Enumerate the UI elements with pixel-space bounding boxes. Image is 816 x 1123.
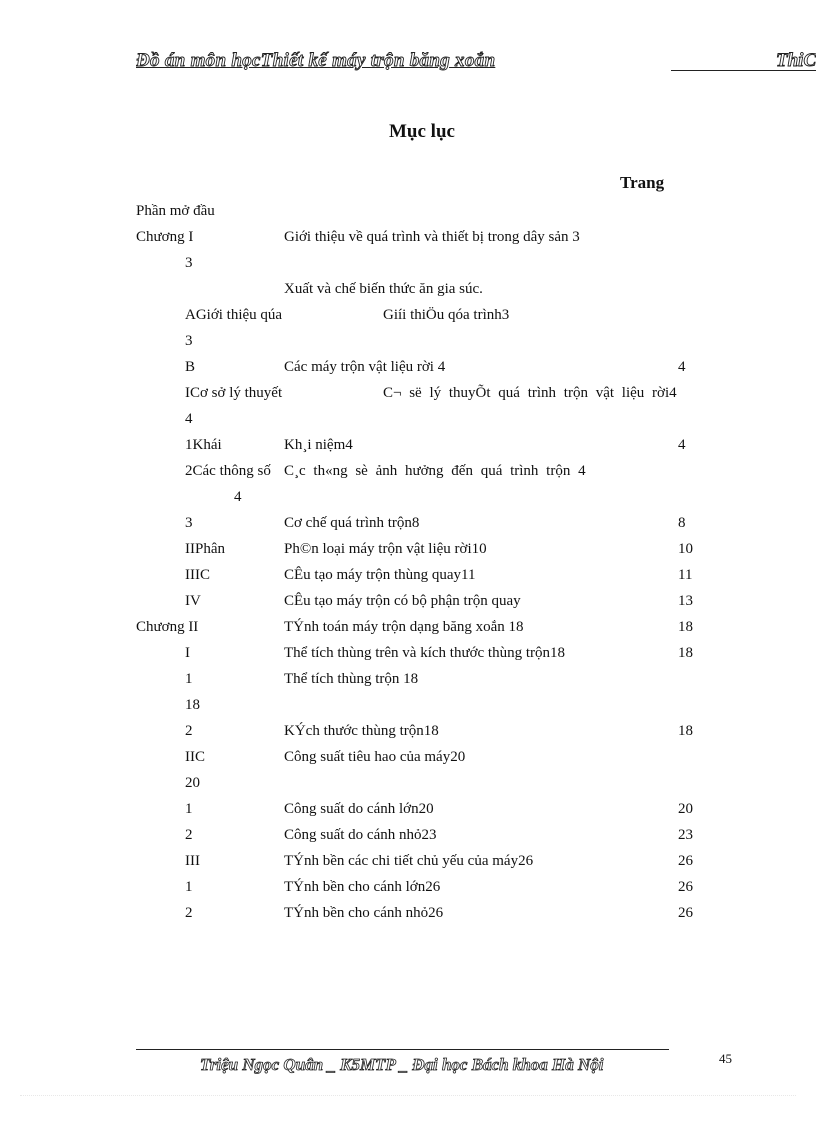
- toc-entry-title: Công suất tiêu hao của máy20: [284, 749, 466, 765]
- toc-entry-label: 4: [185, 411, 193, 427]
- toc-entry-title: Thể tích thùng trên và kích thước thùng trộn18: [284, 645, 566, 661]
- header-right-fragment: ThiC: [776, 50, 816, 71]
- toc-entry-title: C¬ së lý thuyÕt quá trình trộn vật liệu rời4: [383, 385, 677, 401]
- toc-entry-title: Giíi thiÖu qóa trình3: [383, 307, 510, 323]
- toc-entry-title: CÊu tạo máy trộn thùng quay11: [284, 567, 476, 583]
- toc-entry-title: Giới thiệu về quá trình và thiết bị trong dây sản 3: [284, 229, 580, 245]
- toc-entry-label: AGiới thiệu qúa: [185, 307, 283, 323]
- page-number: 45: [719, 1051, 732, 1066]
- toc-entry-title: Công suất do cánh lớn20: [284, 801, 434, 817]
- toc-entry-label: 18: [185, 697, 200, 713]
- toc-entry-label: Phần mở đầu: [136, 203, 215, 219]
- toc-entry-page: 18: [678, 723, 693, 739]
- toc-entry-title: Công suất do cánh nhỏ23: [284, 827, 437, 843]
- toc-entry-page: 26: [678, 853, 693, 869]
- toc-entry-label: 2: [185, 905, 193, 921]
- toc-entry-title: Ph©n loại máy trộn vật liệu rời10: [284, 541, 487, 557]
- toc-entry-page: 10: [678, 541, 693, 557]
- toc-entry-label: 3: [185, 333, 193, 349]
- toc-entry-label: Chương II: [136, 619, 199, 635]
- toc-entry-label: 1: [185, 671, 193, 687]
- toc-entry-page: 11: [678, 567, 693, 583]
- toc-entry-title: Cơ chế quá trình trộn8: [284, 515, 420, 531]
- toc-entry-title: TÝnh bền các chi tiết chủ yếu của máy26: [284, 853, 534, 869]
- toc-entry-label: 20: [185, 775, 200, 791]
- toc-entry-label: 1: [185, 879, 193, 895]
- toc-entry-page: 26: [678, 905, 693, 921]
- toc-entry-page: 4: [678, 437, 686, 453]
- toc-entry-page: 18: [678, 645, 693, 661]
- toc-entry-page: 8: [678, 515, 686, 531]
- page-header: [136, 50, 816, 74]
- footer-text: Triệu Ngọc Quân _ K5MTP _ Đại học Bách khoa Hà Nội: [200, 1055, 604, 1074]
- toc-title: Mục lục: [389, 121, 455, 142]
- toc-entry-label: I: [185, 645, 190, 661]
- toc-entry-label: 2: [185, 827, 193, 843]
- toc-entry-label: 1: [185, 801, 193, 817]
- toc-entry-page: 23: [678, 827, 693, 843]
- toc-entry-label: ICơ sở lý thuyết: [185, 385, 283, 401]
- toc-entry-label: IV: [185, 593, 201, 609]
- toc-entry-page: 4: [678, 359, 686, 375]
- toc-entry-title: TÝnh toán máy trộn dạng băng xoắn 18: [284, 619, 524, 635]
- toc-entry-label: IIIC: [185, 567, 210, 583]
- toc-entry-label: 1Khái: [185, 437, 222, 453]
- page-column-label: Trang: [620, 173, 665, 192]
- toc-entry-title: Xuất và chế biến thức ăn gia súc.: [284, 281, 483, 297]
- toc-entry-title: C¸c th«ng sè ảnh hưởng đến quá trình trộn 4: [284, 463, 586, 479]
- toc-entry-label: III: [185, 853, 200, 869]
- toc-entry-page: 13: [678, 593, 693, 609]
- header-title: Đồ án môn họcThiết kế máy trộn băng xoắn: [136, 50, 496, 71]
- toc-entry-label: IIC: [185, 749, 205, 765]
- toc-entry-title: Kh¸i niệm4: [284, 437, 353, 453]
- toc-entry-label: 2: [185, 723, 193, 739]
- toc-entry-label: 3: [185, 515, 193, 531]
- toc-entry-label: Chương I: [136, 229, 194, 245]
- toc-entry-label: IIPhân: [185, 541, 225, 557]
- toc-entry-page: 18: [678, 619, 693, 635]
- toc-entry-label: 3: [185, 255, 193, 271]
- toc-entry-title: Các máy trộn vật liệu rời 4: [284, 359, 446, 375]
- toc-entry-title: KÝch thước thùng trộn18: [284, 723, 439, 739]
- toc-entry-page: 20: [678, 801, 693, 817]
- toc-entry-title: TÝnh bền cho cánh lớn26: [284, 879, 441, 895]
- toc-entry-title: Thể tích thùng trộn 18: [284, 671, 419, 687]
- toc-entry-label: 2Các thông số: [185, 463, 271, 479]
- footer-rule: [136, 1049, 669, 1050]
- page-bottom-border: [20, 1095, 796, 1096]
- toc-entry-label: 4: [234, 489, 242, 505]
- toc-entry-page: 26: [678, 879, 693, 895]
- toc-entry-label: B: [185, 359, 196, 375]
- toc-entry-title: CÊu tạo máy trộn có bộ phận trộn quay: [284, 593, 521, 609]
- toc-entry-title: TÝnh bền cho cánh nhỏ26: [284, 905, 444, 921]
